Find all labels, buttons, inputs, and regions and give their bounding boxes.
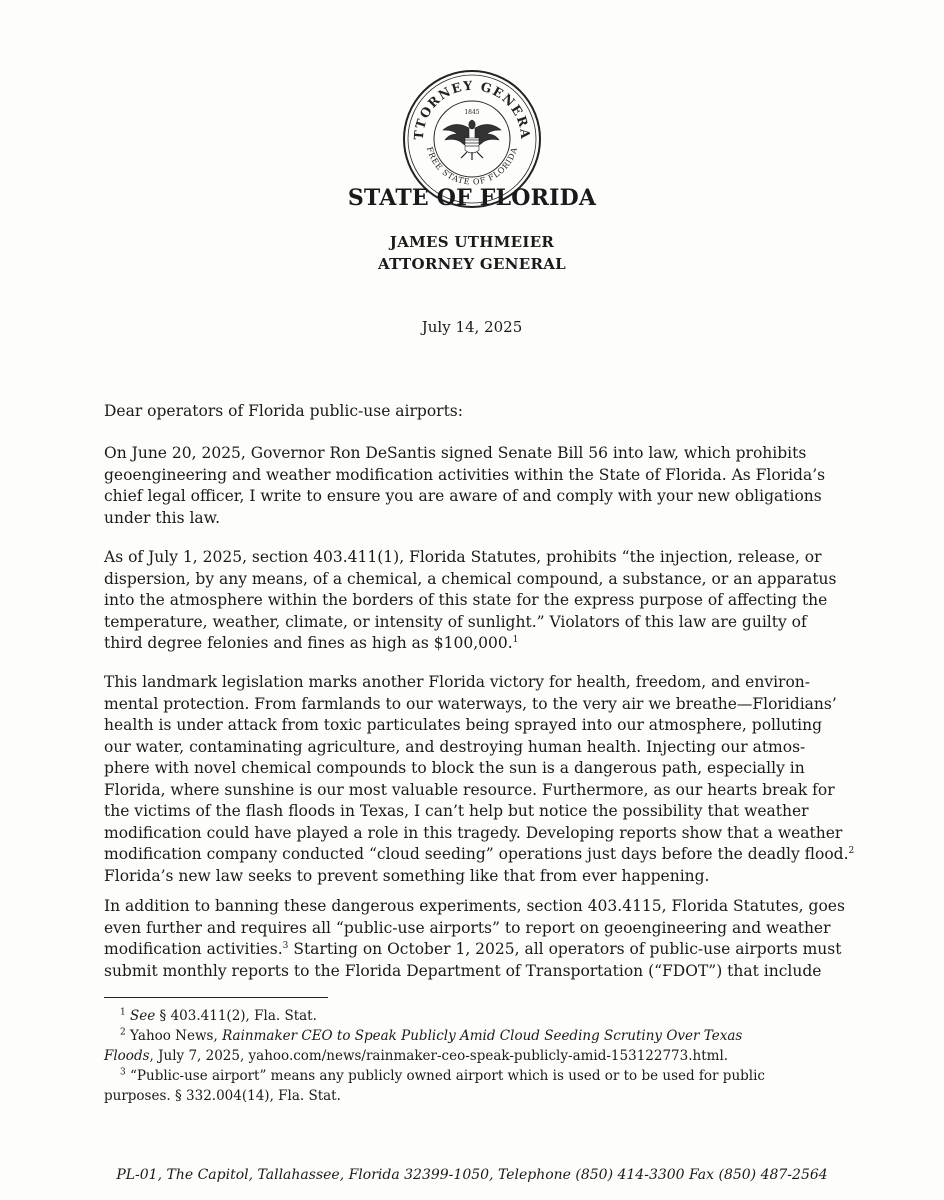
text-line: Starting on October 1, 2025, all operators of public-use airports must <box>288 940 842 958</box>
footnote-mark: 1 <box>120 1007 126 1018</box>
text-line: chief legal officer, I write to ensure you are aware of and comply with your new obligations <box>104 487 822 505</box>
text-line: third degree felonies and fines as high as $100,000. <box>104 634 513 652</box>
text-line: submit monthly reports to the Florida Department of Transportation (“FDOT”) that include <box>104 961 822 980</box>
footnote-mark: 3 <box>120 1067 126 1078</box>
paragraph-1 <box>104 443 837 529</box>
footnote-mark: 2 <box>120 1027 126 1038</box>
footnote-text: , July 7, 2025, yahoo.com/news/rainmaker-ceo-speak-publicly-amid-153122773.html. <box>149 1048 729 1064</box>
footnote-2 <box>104 1026 837 1046</box>
letterhead-footer: PL-01, The Capitol, Tallahassee, Florida 32399-1050, Telephone (850) 414-3300 Fax (850) 487-2564 <box>116 1167 828 1183</box>
footnote-ref-1: 1 <box>512 634 519 645</box>
footnote-text: “Public-use airport” means any publicly owned airport which is used or to be used for public <box>125 1068 765 1084</box>
text-line: under this law. <box>104 508 221 527</box>
text-line: even further and requires all “public-use airports” to report on geoengineering and weather <box>104 918 831 937</box>
text-line: phere with novel chemical compounds to block the sun is a dangerous path, especially in <box>104 759 805 777</box>
paragraph-3 <box>104 672 855 887</box>
text-line: Florida, where sunshine is our most valuable resource. Furthermore, as our hearts break for <box>104 780 835 799</box>
eagle-icon <box>443 120 501 160</box>
text-line: On June 20, 2025, Governor Ron DeSantis signed Senate Bill 56 into law, which prohibits <box>104 444 807 462</box>
seal-bottom-text: FREE STATE OF FLORIDA <box>424 145 520 187</box>
footnote-divider <box>104 997 328 998</box>
paragraph-4 <box>104 896 845 982</box>
text-line: our water, contaminating agriculture, and destroying human health. Injecting our atmos- <box>104 737 806 756</box>
attorney-general-name: JAMES UTHMEIER <box>389 233 555 251</box>
footnote-text: purposes. § 332.004(14), Fla. Stat. <box>104 1088 341 1104</box>
text-line: modification activities. <box>104 940 283 958</box>
footnote-1 <box>104 1006 837 1026</box>
text-line: health is under attack from toxic particulates being sprayed into our atmosphere, polluting <box>104 716 823 734</box>
footnote-see: See <box>130 1008 156 1024</box>
footnote-article-title: Rainmaker CEO to Speak Publicly Amid Cloud Seeding Scrutiny Over Texas <box>222 1028 743 1044</box>
text-line: Florida’s new law seeks to prevent something like that from ever happening. <box>104 866 710 885</box>
footnote-text: Yahoo News, <box>125 1028 223 1044</box>
footnotes <box>104 1006 837 1106</box>
letter-date: July 14, 2025 <box>421 318 523 336</box>
text-line: dispersion, by any means, of a chemical, a chemical compound, a substance, or an apparatus <box>104 569 837 588</box>
footnote-3 <box>104 1066 837 1086</box>
footnote-ref-3: 3 <box>282 940 289 951</box>
text-line: modification could have played a role in this tragedy. Developing reports show that a weather <box>104 823 843 842</box>
seal-year: 1845 <box>464 109 480 116</box>
text-line: mental protection. From farmlands to our waterways, to the very air we breathe—Floridians’ <box>104 694 837 713</box>
text-line: geoengineering and weather modification activities within the State of Florida. As Florida’s <box>104 465 826 484</box>
text-line: This landmark legislation marks another Florida victory for health, freedom, and environ- <box>104 673 810 691</box>
paragraph-2 <box>104 547 837 655</box>
attorney-general-title: ATTORNEY GENERAL <box>377 255 567 273</box>
text-line: temperature, weather, climate, or intensity of sunlight.” Violators of this law are guilty of <box>104 612 807 631</box>
text-line: the victims of the flash floods in Texas, I can’t help but notice the possibility that weather <box>104 802 809 820</box>
state-heading: STATE OF FLORIDA <box>347 185 597 211</box>
footnote-text: § 403.411(2), Fla. Stat. <box>155 1008 317 1024</box>
text-line: into the atmosphere within the borders of this state for the express purpose of affecting the <box>104 591 828 609</box>
text-line: As of July 1, 2025, section 403.411(1), Florida Statutes, prohibits “the injection, release, or <box>104 548 822 566</box>
salutation: Dear operators of Florida public-use airports: <box>104 402 463 420</box>
footnote-article-title-cont: Floods <box>104 1048 150 1064</box>
text-line: In addition to banning these dangerous experiments, section 403.4115, Florida Statutes, goes <box>104 897 845 915</box>
text-line: modification company conducted “cloud seeding” operations just days before the deadly flood. <box>104 845 849 863</box>
seal-top-text: TTORNEY GENERA <box>410 77 534 141</box>
footnote-ref-2: 2 <box>848 845 855 856</box>
